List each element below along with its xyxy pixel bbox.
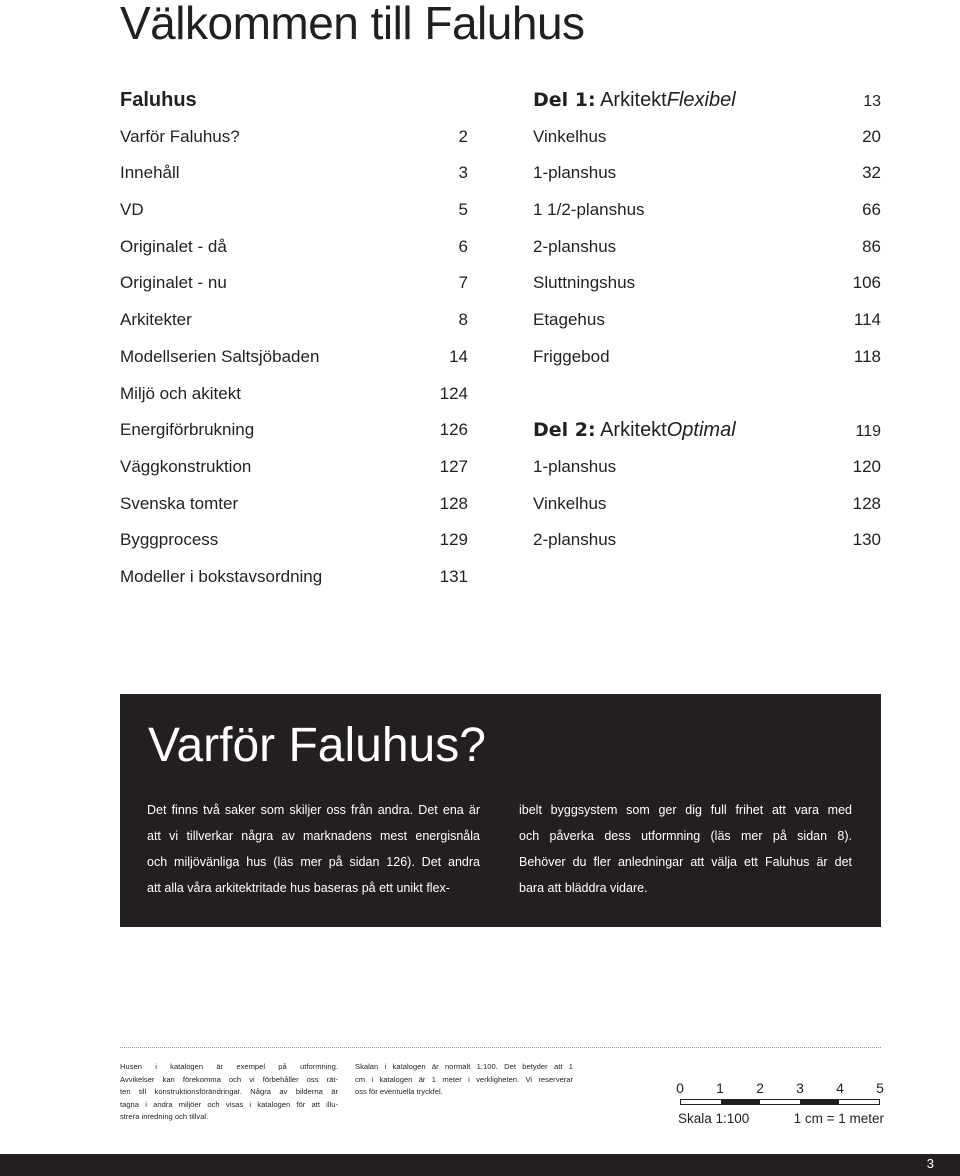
- toc-item[interactable]: [533, 449, 881, 486]
- scale-number: 1: [716, 1080, 724, 1096]
- toc-item[interactable]: [533, 339, 881, 376]
- scale-segment: [839, 1100, 879, 1104]
- del1-name-italic: Flexibel: [666, 89, 736, 111]
- toc-item-label: Modeller i bokstavsordning: [120, 566, 323, 586]
- toc-item[interactable]: [120, 119, 468, 156]
- toc-heading-del2[interactable]: [533, 412, 881, 449]
- toc-item-label: Originalet - nu: [120, 273, 227, 293]
- toc-item-page: 7: [458, 273, 468, 293]
- toc-item-page: 124: [439, 383, 468, 403]
- scale-number: 3: [796, 1080, 804, 1096]
- toc-item-page: 118: [853, 346, 881, 366]
- scale-number: 4: [836, 1080, 844, 1096]
- toc-item-page: 128: [439, 493, 468, 513]
- del2-prefix: Del 2:: [533, 419, 596, 442]
- del1-prefix: Del 1:: [533, 89, 596, 111]
- toc-item[interactable]: [120, 522, 468, 559]
- scale-number: 0: [676, 1080, 684, 1096]
- toc-item-page: 86: [862, 236, 881, 256]
- toc-item-page: 131: [439, 566, 468, 586]
- bottom-bar: [0, 1154, 960, 1176]
- scale-numbers: [675, 1080, 885, 1098]
- footer-note-line: ten till konstruktionsförändringar. Några av bilderna är: [120, 1087, 338, 1096]
- scale-segment: [800, 1100, 840, 1104]
- toc-item-label: 2-planshus: [533, 530, 617, 550]
- toc-item-label: Vinkelhus: [533, 493, 607, 513]
- footer-note-line: oss för eventuella tryckfel.: [355, 1087, 443, 1096]
- toc-left-column: [120, 82, 468, 596]
- toc-item-page: 129: [439, 530, 468, 550]
- toc-item-page: 130: [852, 530, 881, 550]
- toc-item-label: Miljö och akitekt: [120, 383, 241, 403]
- del2-name-italic: Optimal: [666, 419, 736, 442]
- toc-item-page: 3: [458, 163, 468, 183]
- del2-page: 119: [855, 423, 881, 441]
- footer-note-line: Avvikelser kan förekomma och vi förbehåller oss rät-: [120, 1074, 338, 1084]
- scale-segment: [760, 1100, 800, 1104]
- panel-text-left: [147, 797, 480, 901]
- footer-note-line: strera inredning och tillval.: [120, 1112, 209, 1121]
- toc-item-label: 1-planshus: [533, 456, 617, 476]
- toc-item-label: 1 1/2-planshus: [533, 200, 645, 220]
- toc-item[interactable]: [120, 302, 468, 339]
- footer-note-right: [355, 1061, 573, 1099]
- toc-item-page: 114: [853, 310, 881, 330]
- footer-note-line: Husen i katalogen är exempel på utformning.: [120, 1062, 338, 1071]
- toc-item[interactable]: [120, 339, 468, 376]
- why-faluhus-panel: [120, 694, 881, 927]
- toc-item-page: 6: [458, 236, 468, 256]
- panel-text-line: Det finns två saker som skiljer oss från andra. Det ena är: [147, 803, 480, 817]
- toc-del2-items: [533, 449, 881, 559]
- toc-item-page: 5: [458, 200, 468, 220]
- toc-item-page: 128: [852, 493, 881, 513]
- page-number: 3: [926, 1156, 934, 1171]
- toc-del1-items: [533, 119, 881, 376]
- toc-item-label: Modellserien Saltsjöbaden: [120, 346, 320, 366]
- toc-item[interactable]: [120, 559, 468, 596]
- toc-item-page: 2: [458, 126, 468, 146]
- toc-item-label: Byggprocess: [120, 530, 219, 550]
- toc-item[interactable]: [120, 412, 468, 449]
- scale-label-left: Skala 1:100: [678, 1111, 750, 1126]
- panel-text-line: att alla våra arkitektritade hus baseras på ett unikt flex-: [147, 881, 450, 895]
- toc-item[interactable]: [120, 449, 468, 486]
- toc-item[interactable]: [120, 486, 468, 523]
- toc-heading-label: Faluhus: [120, 89, 197, 111]
- toc-item[interactable]: [533, 486, 881, 523]
- toc-item[interactable]: [533, 155, 881, 192]
- footer-note-line: Skalan i katalogen är normalt 1:100. Det betyder att 1: [355, 1062, 573, 1071]
- toc-item-label: Sluttningshus: [533, 273, 636, 293]
- toc-item-page: 127: [439, 456, 468, 476]
- toc-item-page: 20: [862, 126, 881, 146]
- toc-item-label: Väggkonstruktion: [120, 456, 252, 476]
- del2-name: Arkitekt: [600, 419, 667, 442]
- toc-item[interactable]: [533, 522, 881, 559]
- toc-item-page: 126: [439, 420, 468, 440]
- toc-heading-del1[interactable]: [533, 82, 881, 119]
- toc-item[interactable]: [533, 119, 881, 156]
- panel-text-line: och påverka dess utformning (läs mer på sidan 8).: [519, 829, 852, 843]
- toc-item-label: Friggebod: [533, 346, 610, 366]
- scale-number: 2: [756, 1080, 764, 1096]
- toc-item-page: 106: [852, 273, 881, 293]
- toc-item[interactable]: [533, 229, 881, 266]
- toc-spacer: [533, 376, 881, 413]
- panel-text-line: ibelt byggsystem som ger dig full frihet att vara med: [519, 803, 852, 817]
- panel-text-line: Behöver du fler anledningar att välja ett Faluhus är det: [519, 855, 852, 869]
- scale-labels: [678, 1111, 884, 1126]
- scale-ruler: [680, 1099, 880, 1105]
- del1-page: 13: [863, 93, 881, 110]
- panel-title: Varför Faluhus?: [148, 719, 486, 772]
- toc-item-page: 8: [458, 310, 468, 330]
- panel-text-line: att vi tillverkar några av marknadens mest energisnåla: [147, 829, 480, 843]
- footer-divider: [120, 1047, 881, 1048]
- toc-item-label: Innehåll: [120, 163, 180, 183]
- toc-item[interactable]: [120, 376, 468, 413]
- toc-item-label: 1-planshus: [533, 163, 617, 183]
- del1-name: Arkitekt: [600, 89, 667, 111]
- panel-text-right: [519, 797, 852, 901]
- toc-item-page: 14: [449, 346, 468, 366]
- footer-note-line: tagna i andra miljöer och visas i katalogen för att illu-: [120, 1099, 338, 1109]
- toc-item[interactable]: [533, 192, 881, 229]
- toc-item-label: 2-planshus: [533, 236, 617, 256]
- toc-item[interactable]: [120, 155, 468, 192]
- scale-segment: [721, 1100, 761, 1104]
- toc-left-items: [120, 119, 468, 596]
- toc-item-label: Vinkelhus: [533, 126, 607, 146]
- scale-bar-graphic: [675, 1080, 885, 1130]
- scale-number: 5: [876, 1080, 884, 1096]
- scale-label-right: 1 cm = 1 meter: [793, 1111, 884, 1126]
- toc-item-label: VD: [120, 200, 144, 220]
- toc-item-page: 32: [862, 163, 881, 183]
- toc-item[interactable]: [120, 192, 468, 229]
- scale-segment: [681, 1100, 721, 1104]
- toc-heading-del1-text: [533, 82, 736, 119]
- toc-item[interactable]: [533, 265, 881, 302]
- footer-note-line: cm i katalogen är 1 meter i verkligheten. Vi reserverar: [355, 1074, 573, 1084]
- toc-item-label: Energiförbrukning: [120, 420, 255, 440]
- toc-item[interactable]: [120, 265, 468, 302]
- toc-item[interactable]: [120, 229, 468, 266]
- toc-heading-del2-text: [533, 412, 736, 449]
- toc-heading-faluhus: [120, 82, 468, 119]
- toc-item-label: Etagehus: [533, 310, 605, 330]
- toc-item-label: Varför Faluhus?: [120, 126, 240, 146]
- toc-item[interactable]: [533, 302, 881, 339]
- toc-item-label: Arkitekter: [120, 310, 192, 330]
- panel-text-line: bara att bläddra vidare.: [519, 881, 648, 895]
- page-title: Välkommen till Faluhus: [120, 0, 585, 49]
- footer-note-left: [120, 1061, 338, 1124]
- toc-item-label: Originalet - då: [120, 236, 227, 256]
- toc-item-page: 66: [862, 200, 881, 220]
- toc-item-page: 120: [852, 456, 881, 476]
- toc-item-label: Svenska tomter: [120, 493, 239, 513]
- toc-right-column: [533, 82, 881, 559]
- panel-text-line: och miljövänliga hus (läs mer på sidan 126). Det andra: [147, 855, 480, 869]
